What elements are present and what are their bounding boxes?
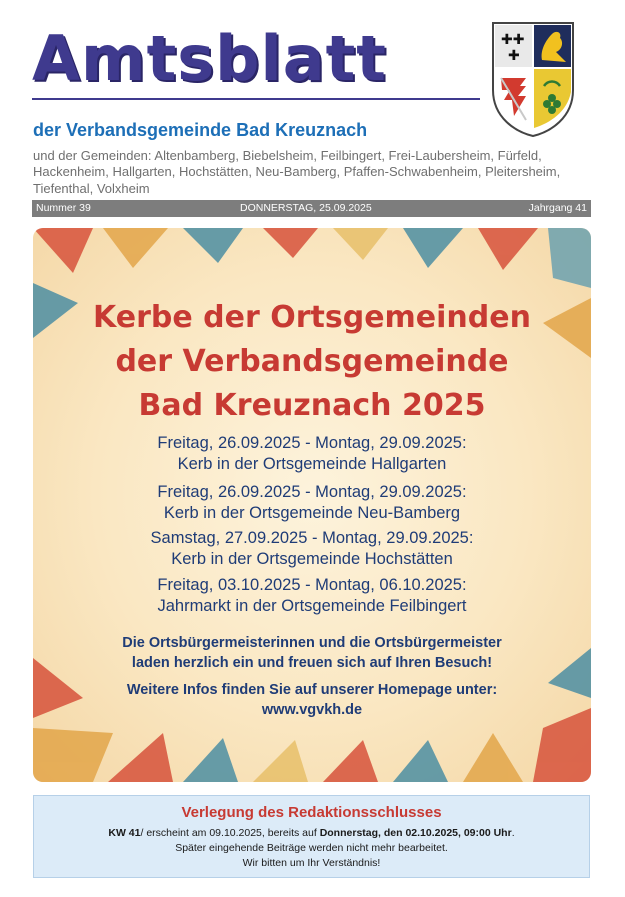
event-desc: Kerb in der Ortsgemeinde Neu-Bamberg	[163, 504, 461, 522]
event-dates: Freitag, 26.09.2025 - Montag, 29.09.2025:	[157, 483, 467, 501]
kerb-poster	[33, 228, 591, 782]
event-item	[33, 528, 591, 570]
svg-text:✚✚: ✚✚	[501, 32, 525, 48]
notice-kw: KW 41	[108, 827, 141, 839]
event-dates: Samstag, 27.09.2025 - Montag, 29.09.2025:	[150, 529, 474, 547]
event-item	[33, 575, 591, 617]
issue-volume: Jahrgang 41	[528, 202, 587, 214]
event-item	[33, 433, 591, 475]
municipalities-list: und der Gemeinden: Altenbamberg, Biebelsheim, Feilbingert, Frei-Laubersheim, Fürfeld, Hackenheim, Hallgarten, Hochstätten, Neu-Bamberg, Pfaffen-Schwabenheim, Pleitersheim, Tiefenthal, Volxheim	[33, 148, 561, 196]
issue-date: DONNERSTAG, 25.09.2025	[240, 202, 372, 214]
svg-text:✚: ✚	[508, 48, 520, 64]
invitation-text	[33, 633, 591, 673]
issue-number: Nummer 39	[36, 202, 91, 214]
notice-mid: / erscheint am 09.10.2025, bereits auf	[140, 827, 320, 839]
notice-deadline: Donnerstag, den 02.10.2025, 09:00 Uhr	[319, 827, 512, 839]
homepage-info	[33, 680, 591, 720]
notice-line-3: Wir bitten um Ihr Verständnis!	[242, 857, 381, 869]
event-desc: Kerb in der Ortsgemeinde Hallgarten	[177, 455, 447, 473]
headline-line: der Verbandsgemeinde	[115, 344, 509, 379]
subtitle: der Verbandsgemeinde Bad Kreuznach	[33, 120, 368, 140]
headline-line: Kerbe der Ortsgemeinden	[93, 300, 531, 335]
coat-of-arms-icon	[490, 20, 576, 138]
invitation-line: Die Ortsbürgermeisterinnen und die Ortsbürgermeister	[122, 635, 502, 651]
issue-bar	[32, 200, 591, 217]
masthead-rule	[32, 98, 480, 100]
event-dates: Freitag, 03.10.2025 - Montag, 06.10.2025:	[157, 576, 467, 594]
notice-line-1	[34, 827, 589, 839]
notice-end: .	[511, 827, 515, 839]
masthead	[32, 18, 482, 106]
homepage-url[interactable]: www.vgvkh.de	[261, 702, 363, 718]
event-item	[33, 482, 591, 524]
notice-line-2: Später eingehende Beiträge werden nicht mehr bearbeitet.	[175, 842, 448, 854]
event-desc: Jahrmarkt in der Ortsgemeinde Feilbingert	[157, 597, 467, 615]
event-dates: Freitag, 26.09.2025 - Montag, 29.09.2025:	[157, 434, 467, 452]
headline-line: Bad Kreuznach 2025	[138, 388, 486, 423]
deadline-notice	[33, 795, 590, 878]
masthead-title: Amtsblatt	[32, 22, 387, 95]
homepage-info-line: Weitere Infos finden Sie auf unserer Homepage unter:	[126, 682, 498, 698]
notice-title: Verlegung des Redaktionsschlusses	[181, 804, 442, 821]
event-desc: Kerb in der Ortsgemeinde Hochstätten	[171, 550, 453, 568]
invitation-line: laden herzlich ein und freuen sich auf Ihren Besuch!	[131, 655, 493, 671]
poster-headline	[33, 296, 591, 428]
